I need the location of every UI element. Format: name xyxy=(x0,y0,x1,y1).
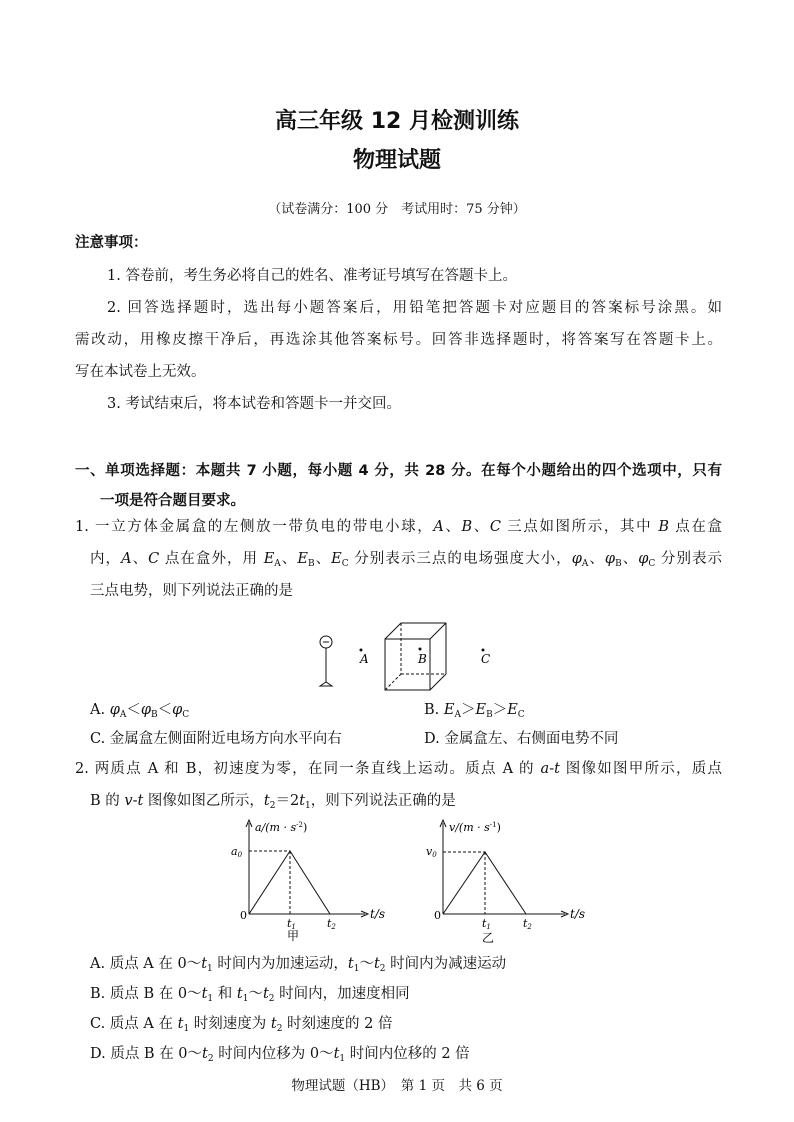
q1-figure-cube xyxy=(300,600,500,695)
note-line: 需改动，用橡皮擦干净后，再选涂其他答案标号。回答非选择题时，将答案写在答题卡上。 xyxy=(75,332,722,348)
svg-text:t1: t1 xyxy=(482,917,491,931)
note-line: 1. 答卷前，考生务必将自己的姓名、准考证号填写在答题卡上。 xyxy=(107,268,517,284)
graph-yi-xlabel: t/s xyxy=(570,907,586,921)
graph-jia xyxy=(225,815,400,945)
section-heading: 一、单项选择题：本题共 7 小题，每小题 4 分，共 28 分。在每个小题给出的四个选项中，只有 xyxy=(75,463,722,479)
note-line: 2. 回答选择题时，选出每小题答案后，用铅笔把答题卡对应题目的答案标号涂黑。如 xyxy=(107,300,722,316)
q2-stem: 2. 两质点 A 和 B，初速度为零，在同一条直线上运动。质点 A 的 a-t 图像如图甲所示，质点 xyxy=(75,761,722,777)
graph-jia-caption: 甲 xyxy=(287,929,300,943)
note-line: 3. 考试结束后，将本试卷和答题卡一并交回。 xyxy=(107,396,401,412)
graph-yi-yexp: -1 xyxy=(489,821,497,829)
point-a-label: A xyxy=(360,652,369,666)
svg-text:v/(m · s-1): $v/(m \cdot s^{-1})$ xyxy=(449,821,501,834)
svg-text:v0 xyxy=(426,845,437,859)
q1-stem: 1. 一立方体金属盒的左侧放一带负电的带电小球，A、B、C 三点如图所示，其中 B 点在盒 xyxy=(75,519,723,535)
notes-heading: 注意事项： xyxy=(75,235,148,251)
svg-text:t2: t2 xyxy=(327,917,336,931)
graph-jia-t2: t xyxy=(327,917,332,930)
q1-stem: 三点电势，则下列说法正确的是 xyxy=(90,583,293,599)
graph-jia-ylabel: a/(m · s xyxy=(255,821,297,834)
point-b-label: B xyxy=(418,652,427,666)
graph-yi-v0: v xyxy=(426,845,433,858)
graph-jia-a0-sub: 0 xyxy=(237,851,243,859)
q2-stem: B 的 v-t 图像如图乙所示，$t_2=2t_1$，则下列说法正确的是 xyxy=(90,793,456,811)
graph-jia-a0: a xyxy=(231,845,238,858)
note-line: 写在本试卷上无效。 xyxy=(75,364,206,380)
graph-jia-yexp: -2 xyxy=(296,821,303,829)
section-heading-cont: 一项是符合题目要求。 xyxy=(100,493,245,509)
q1-option-d: D. 金属盒左、右侧面电势不同 xyxy=(424,731,619,747)
svg-text:a/(m · s-2): $a/(m \cdot s^{-2})$ xyxy=(255,821,308,834)
point-c-label: C xyxy=(481,652,491,666)
q2-option-d: D. 质点 B 在 $0\sim t_2$ 时间内位移为 $0\sim t_1$ 时间内位移的 2 倍 xyxy=(90,1046,470,1064)
exam-title: 高三年级 12 月检测训练 xyxy=(275,109,519,134)
graph-yi-v0-sub: 0 xyxy=(432,851,437,859)
q2-option-a: A. 质点 A 在 $0\sim t_1$ 时间内为加速运动，$t_1\sim t_2$ 时间内为减速运动 xyxy=(90,956,507,974)
q1-option-b: B. $E_A>E_B>E_C$ xyxy=(424,702,525,720)
svg-text:t1: t1 xyxy=(287,917,296,931)
graph-jia-origin: 0 xyxy=(240,909,247,922)
q2-option-c: C. 质点 A 在 $t_1$ 时刻速度为 $t_2$ 时刻速度的 2 倍 xyxy=(90,1016,393,1034)
q1-option-a: A. $\varphi_A<\varphi_B<\varphi_C$ xyxy=(90,702,190,720)
exam-subtitle: 物理试题 xyxy=(352,148,441,173)
q1-option-c: C. 金属盒左侧面附近电场方向水平向右 xyxy=(90,731,342,747)
graph-yi-ylabel: v/(m · s xyxy=(449,821,490,834)
graph-jia-t1: t xyxy=(287,917,292,930)
graph-yi-t1: t xyxy=(482,917,487,930)
graph-yi-origin: 0 xyxy=(434,909,441,922)
q1-stem: 内，A、C 点在盒外，用 $E_A$、$E_B$、$E_C$ 分别表示三点的电场强度大小，$\varphi_A$、$\varphi_B$、$\varphi_C$ 分别表示 xyxy=(90,551,723,569)
graph-yi xyxy=(420,815,600,945)
graph-jia-xlabel: t/s xyxy=(370,907,386,921)
q2-option-b: B. 质点 B 在 $0\sim t_1$ 和 $t_1\sim t_2$ 时间内，加速度相同 xyxy=(90,986,410,1004)
graph-yi-caption: 乙 xyxy=(482,931,495,945)
exam-meta: （试卷满分：100 分 考试用时：75 分钟） xyxy=(268,202,526,217)
graph-yi-t2: t xyxy=(523,917,528,930)
svg-text:t2: t2 xyxy=(523,917,532,931)
page-footer: 物理试题（HB） 第 1 页 共 6 页 xyxy=(291,1078,503,1094)
svg-text:a0 xyxy=(231,845,243,859)
